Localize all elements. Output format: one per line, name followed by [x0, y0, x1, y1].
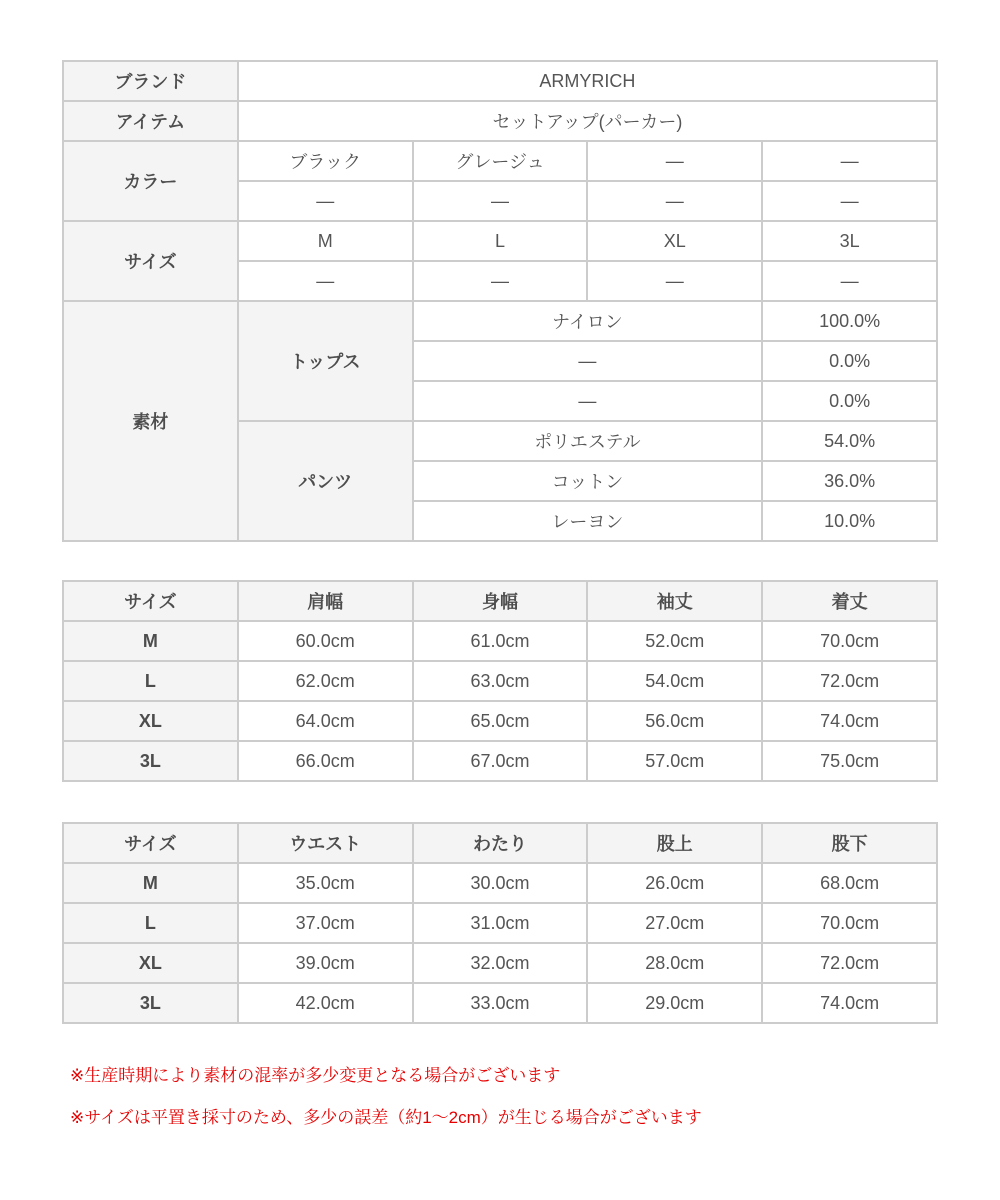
column-header: サイズ: [63, 581, 238, 621]
disclaimer-notes: [70, 1066, 938, 1128]
size-disclaimer-note: ※サイズは平置き採寸のため、多少の誤差（約1～2cm）が生じる場合がございます: [70, 1108, 702, 1127]
size-option: 3L: [762, 221, 937, 261]
material-percent: 100.0%: [762, 301, 937, 341]
table-row: [63, 983, 937, 1023]
measurement-cell: 37.0cm: [238, 903, 413, 943]
table-row: [63, 621, 937, 661]
measurement-cell: 32.0cm: [413, 943, 588, 983]
column-header: 肩幅: [238, 581, 413, 621]
color-option: ブラック: [238, 141, 413, 181]
table-row: [63, 101, 937, 141]
material-percent: 36.0%: [762, 461, 937, 501]
column-header: 股下: [762, 823, 937, 863]
brand-value: ARMYRICH: [238, 61, 937, 101]
row-size-label: M: [63, 863, 238, 903]
size-option: —: [762, 261, 937, 301]
row-size-label: XL: [63, 943, 238, 983]
material-percent: 0.0%: [762, 381, 937, 421]
table-row: [63, 661, 937, 701]
size-label: サイズ: [63, 221, 238, 301]
table-row: [63, 221, 937, 261]
measurement-cell: 29.0cm: [587, 983, 762, 1023]
size-option: —: [238, 261, 413, 301]
material-name: —: [413, 381, 763, 421]
color-option: —: [413, 181, 588, 221]
material-name: —: [413, 341, 763, 381]
product-spec-table: [62, 60, 938, 542]
measurement-cell: 39.0cm: [238, 943, 413, 983]
brand-label: ブランド: [63, 61, 238, 101]
material-group-pants: パンツ: [238, 421, 413, 541]
measurement-cell: 56.0cm: [587, 701, 762, 741]
table-header-row: [63, 581, 937, 621]
material-name: コットン: [413, 461, 763, 501]
table-row: [63, 741, 937, 781]
row-size-label: 3L: [63, 983, 238, 1023]
measurement-cell: 66.0cm: [238, 741, 413, 781]
tops-size-table: [62, 580, 938, 782]
material-name: ナイロン: [413, 301, 763, 341]
column-header: 股上: [587, 823, 762, 863]
material-percent: 0.0%: [762, 341, 937, 381]
table-row: [63, 701, 937, 741]
material-name: ポリエステル: [413, 421, 763, 461]
color-option: —: [238, 181, 413, 221]
measurement-cell: 52.0cm: [587, 621, 762, 661]
table-row: [63, 863, 937, 903]
measurement-cell: 27.0cm: [587, 903, 762, 943]
measurement-cell: 35.0cm: [238, 863, 413, 903]
item-label: アイテム: [63, 101, 238, 141]
measurement-cell: 65.0cm: [413, 701, 588, 741]
item-value: セットアップ(パーカー): [238, 101, 937, 141]
row-size-label: L: [63, 661, 238, 701]
column-header: 身幅: [413, 581, 588, 621]
color-option: —: [762, 141, 937, 181]
row-size-label: XL: [63, 701, 238, 741]
measurement-cell: 31.0cm: [413, 903, 588, 943]
material-percent: 10.0%: [762, 501, 937, 541]
measurement-cell: 26.0cm: [587, 863, 762, 903]
measurement-cell: 64.0cm: [238, 701, 413, 741]
color-label: カラー: [63, 141, 238, 221]
color-option: グレージュ: [413, 141, 588, 181]
measurement-cell: 28.0cm: [587, 943, 762, 983]
measurement-cell: 30.0cm: [413, 863, 588, 903]
measurement-cell: 62.0cm: [238, 661, 413, 701]
measurement-cell: 54.0cm: [587, 661, 762, 701]
pants-size-table: [62, 822, 938, 1024]
material-label: 素材: [63, 301, 238, 541]
row-size-label: 3L: [63, 741, 238, 781]
table-header-row: [63, 823, 937, 863]
measurement-cell: 67.0cm: [413, 741, 588, 781]
measurement-cell: 74.0cm: [762, 983, 937, 1023]
table-row: [63, 61, 937, 101]
column-header: ウエスト: [238, 823, 413, 863]
measurement-cell: 70.0cm: [762, 903, 937, 943]
size-option: M: [238, 221, 413, 261]
size-option: —: [587, 261, 762, 301]
color-option: —: [587, 141, 762, 181]
column-header: サイズ: [63, 823, 238, 863]
row-size-label: L: [63, 903, 238, 943]
color-option: —: [587, 181, 762, 221]
material-name: レーヨン: [413, 501, 763, 541]
column-header: 着丈: [762, 581, 937, 621]
measurement-cell: 72.0cm: [762, 661, 937, 701]
measurement-cell: 75.0cm: [762, 741, 937, 781]
measurement-cell: 42.0cm: [238, 983, 413, 1023]
size-option: L: [413, 221, 588, 261]
measurement-cell: 63.0cm: [413, 661, 588, 701]
column-header: わたり: [413, 823, 588, 863]
table-row: [63, 943, 937, 983]
table-row: [63, 903, 937, 943]
measurement-cell: 57.0cm: [587, 741, 762, 781]
material-percent: 54.0%: [762, 421, 937, 461]
material-group-tops: トップス: [238, 301, 413, 421]
material-disclaimer-note: ※生産時期により素材の混率が多少変更となる場合がございます: [70, 1066, 561, 1085]
measurement-cell: 68.0cm: [762, 863, 937, 903]
measurement-cell: 72.0cm: [762, 943, 937, 983]
table-row: [63, 141, 937, 181]
measurement-cell: 74.0cm: [762, 701, 937, 741]
size-option: XL: [587, 221, 762, 261]
measurement-cell: 33.0cm: [413, 983, 588, 1023]
measurement-cell: 61.0cm: [413, 621, 588, 661]
column-header: 袖丈: [587, 581, 762, 621]
row-size-label: M: [63, 621, 238, 661]
measurement-cell: 70.0cm: [762, 621, 937, 661]
table-row: [63, 301, 937, 341]
size-option: —: [413, 261, 588, 301]
color-option: —: [762, 181, 937, 221]
measurement-cell: 60.0cm: [238, 621, 413, 661]
